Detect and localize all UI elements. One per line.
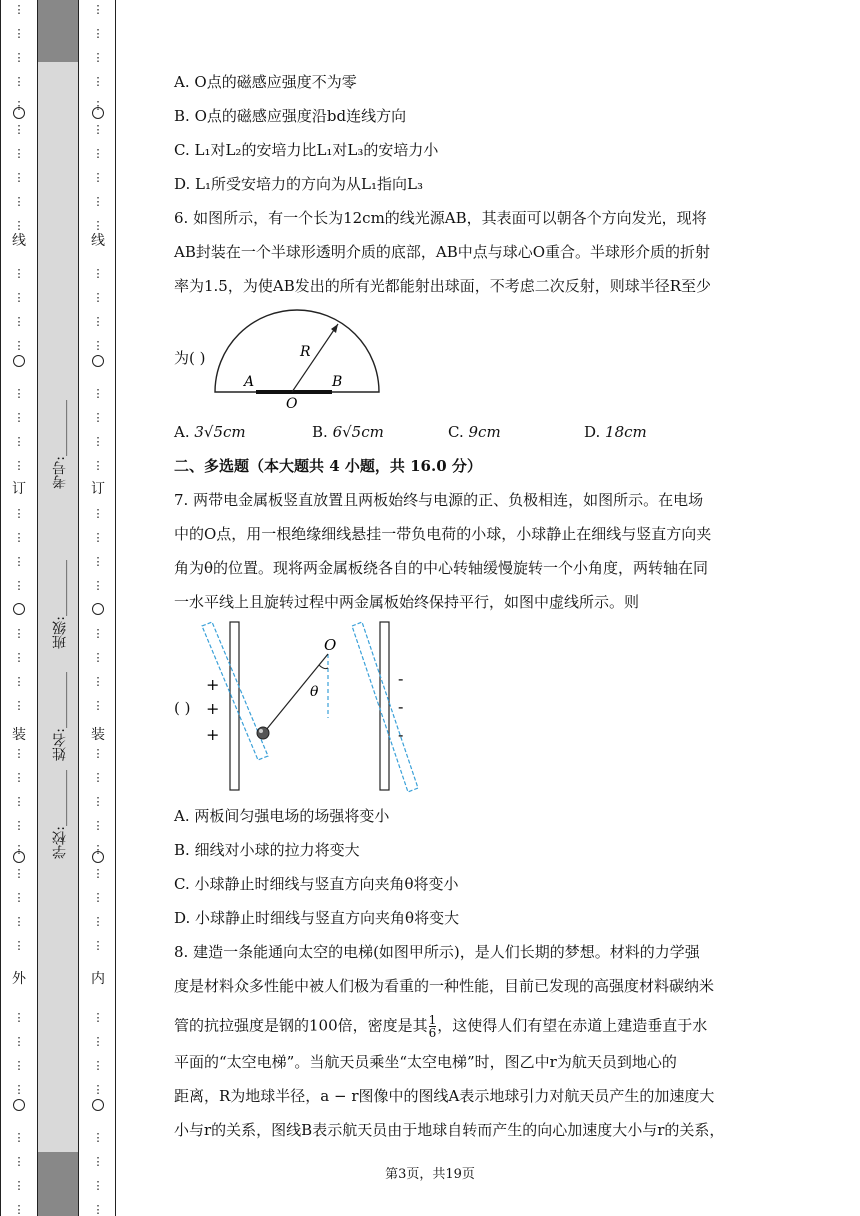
q5-option-b: B. O点的磁感应强度沿bd连线方向 <box>174 107 407 125</box>
cut-dot: ⋮ <box>92 195 104 208</box>
cut-dot: ⋮ <box>13 915 25 928</box>
figure-label-b: B <box>332 374 343 390</box>
outer-mark-zhuang: 装 <box>12 727 26 743</box>
cut-dot: ⋮ <box>13 675 25 688</box>
cut-dot: ⋮ <box>92 771 104 784</box>
cut-dot: ⋮ <box>92 579 104 592</box>
cut-dot: ⋮ <box>13 867 25 880</box>
cut-circle <box>92 603 104 615</box>
cut-dot: ⋮ <box>13 1083 25 1096</box>
cut-dot: ⋮ <box>13 315 25 328</box>
cut-dot: ⋮ <box>13 627 25 640</box>
cut-circle <box>92 851 104 863</box>
q6-option-c: C. 9cm <box>448 423 501 441</box>
cut-dot: ⋮ <box>92 795 104 808</box>
q6-stem-line-1: 6. 如图所示，有一个长为12cm的线光源AB，其表面可以朝各个方向发光，现将 <box>174 209 707 227</box>
q7-option-c: C. 小球静止时细线与竖直方向夹角θ将变小 <box>174 875 459 893</box>
cut-dot: ⋮ <box>92 123 104 136</box>
q8-stem-line-5: 距离，R为地球半径，a − r图像中的图线A表示地球引力对航天员产生的加速度大 <box>174 1087 715 1105</box>
cut-dot: ⋮ <box>13 411 25 424</box>
fraction-one-sixth: $\frac{1}{6}$ <box>428 1013 437 1040</box>
cut-dot: ⋮ <box>13 651 25 664</box>
outer-mark-line: 线 <box>12 233 26 249</box>
cut-dot: ⋮ <box>13 939 25 952</box>
q8-stem-line-2: 度是材料众多性能中被人们极为看重的一种性能，目前已发现的高强度材料碳纳米 <box>174 977 715 995</box>
angle-label-theta: θ <box>310 684 319 700</box>
exam-number-field[interactable]: 考号:________ <box>52 400 68 489</box>
cut-dot: ⋮ <box>92 1203 104 1216</box>
cut-dot: ⋮ <box>13 267 25 280</box>
q5-option-a: A. O点的磁感应强度不为零 <box>174 73 357 91</box>
cut-dot: ⋮ <box>13 1131 25 1144</box>
cut-dot: ⋮ <box>13 555 25 568</box>
cut-dot: ⋮ <box>92 1179 104 1192</box>
cut-dot: ⋮ <box>13 459 25 472</box>
minus-sign-1: - <box>398 669 404 688</box>
cut-dot: ⋮ <box>13 1059 25 1072</box>
section-heading-multiple-choice: 二、多选题（本大题共 4 小题，共 16.0 分） <box>174 457 482 475</box>
q6-option-a: A. 3√5cm <box>174 423 246 441</box>
school-field[interactable]: 学校:________ <box>52 770 68 859</box>
cut-dot: ⋮ <box>13 75 25 88</box>
cut-dot: ⋮ <box>13 51 25 64</box>
page-footer: 第3页，共19页 <box>385 1167 475 1182</box>
inner-mark-line: 线 <box>91 233 105 249</box>
cut-dot: ⋮ <box>13 219 25 232</box>
q5-option-c: C. L₁对L₂的安培力比L₁对L₃的安培力小 <box>174 141 439 159</box>
q7-stem-line-1: 7. 两带电金属板竖直放置且两板始终与电源的正、负极相连，如图所示。在电场 <box>174 491 704 509</box>
class-field[interactable]: 班级:________ <box>52 560 68 649</box>
plus-sign-3: + <box>206 725 220 744</box>
cut-dot: ⋮ <box>92 507 104 520</box>
cut-dot: ⋮ <box>13 27 25 40</box>
cut-circle <box>13 1099 25 1111</box>
cut-dot: ⋮ <box>92 3 104 16</box>
inner-mark-nei: 内 <box>91 971 105 987</box>
q6-stem-line-3: 率为1.5，为使AB发出的所有光都能射出球面，不考虑二次反射，则球半径R至少 <box>174 277 712 295</box>
cut-dot: ⋮ <box>92 1059 104 1072</box>
cut-dot: ⋮ <box>13 1203 25 1216</box>
cut-dot: ⋮ <box>13 771 25 784</box>
cut-circle <box>13 355 25 367</box>
cut-dot: ⋮ <box>92 171 104 184</box>
strip-top-block <box>38 0 78 62</box>
cut-dot: ⋮ <box>92 531 104 544</box>
strip-bottom-block <box>38 1152 78 1216</box>
q5-option-d: D. L₁所受安培力的方向为从L₁指向L₃ <box>174 175 423 193</box>
q8-stem-line-4: 平面的“太空电梯”。当航天员乘坐“太空电梯”时，图乙中r为航天员到地心的 <box>174 1053 677 1071</box>
q7-stem-line-4: 一水平线上且旋转过程中两金属板始终保持平行，如图中虚线所示。则 <box>174 593 640 611</box>
cut-dot: ⋮ <box>92 75 104 88</box>
cut-dot: ⋮ <box>92 627 104 640</box>
cut-dot: ⋮ <box>13 843 25 856</box>
cut-dot: ⋮ <box>13 435 25 448</box>
cut-circle <box>92 1099 104 1111</box>
q7-option-d: D. 小球静止时细线与竖直方向夹角θ将变大 <box>174 909 460 927</box>
cut-dot: ⋮ <box>13 3 25 16</box>
name-field[interactable]: 姓名:________ <box>52 672 68 761</box>
cut-dot: ⋮ <box>92 315 104 328</box>
cut-circle <box>13 603 25 615</box>
cut-dot: ⋮ <box>92 843 104 856</box>
cut-dot: ⋮ <box>13 579 25 592</box>
cut-dot: ⋮ <box>92 1035 104 1048</box>
cut-dot: ⋮ <box>13 171 25 184</box>
cut-dot: ⋮ <box>13 339 25 352</box>
figure-label-r: R <box>300 344 311 360</box>
cut-dot: ⋮ <box>92 555 104 568</box>
cut-dot: ⋮ <box>92 411 104 424</box>
cut-dot: ⋮ <box>92 1083 104 1096</box>
q8-stem-line-1: 8. 建造一条能通向太空的电梯(如图甲所示)，是人们长期的梦想。材料的力学强 <box>174 943 700 961</box>
cut-dot: ⋮ <box>13 1179 25 1192</box>
q6-option-d: D. 18cm <box>584 423 647 441</box>
cut-dot: ⋮ <box>92 891 104 904</box>
q7-stem-line-2: 中的O点，用一根绝缘细线悬挂一带负电荷的小球，小球静止在细线与竖直方向夹 <box>174 525 712 543</box>
cut-dot: ⋮ <box>13 1011 25 1024</box>
cut-dot: ⋮ <box>92 915 104 928</box>
pivot-label-o: O <box>324 636 337 654</box>
cut-dot: ⋮ <box>13 507 25 520</box>
q6-stem-line-2: AB封装在一个半球形透明介质的底部，AB中点与球心O重合。半球形介质的折射 <box>174 243 711 261</box>
cut-dot: ⋮ <box>92 699 104 712</box>
cut-dot: ⋮ <box>92 51 104 64</box>
outer-mark-wai: 外 <box>12 971 26 987</box>
cut-dot: ⋮ <box>92 291 104 304</box>
cut-dot: ⋮ <box>13 1035 25 1048</box>
cut-dot: ⋮ <box>92 675 104 688</box>
figure-label-a: A <box>244 374 255 390</box>
cut-circle <box>13 107 25 119</box>
figure-label-o: O <box>286 396 298 410</box>
cut-dot: ⋮ <box>13 99 25 112</box>
q8-stem-line-3: 管的抗拉强度是钢的100倍，密度是其 $\frac{1}{6}$ ，这使得人们有望在赤道上建造垂直于水 <box>174 1013 708 1040</box>
cut-dot: ⋮ <box>92 435 104 448</box>
cut-dot: ⋮ <box>13 531 25 544</box>
cut-dot: ⋮ <box>92 939 104 952</box>
outer-mark-ding: 订 <box>12 481 26 497</box>
cut-dot: ⋮ <box>92 1155 104 1168</box>
cut-dot: ⋮ <box>13 795 25 808</box>
minus-sign-2: - <box>398 697 404 716</box>
cut-circle <box>92 107 104 119</box>
cut-circle <box>13 851 25 863</box>
cut-circle <box>92 355 104 367</box>
cut-dot: ⋮ <box>92 147 104 160</box>
inner-mark-ding: 订 <box>91 481 105 497</box>
cut-dot: ⋮ <box>92 459 104 472</box>
cut-dot: ⋮ <box>92 339 104 352</box>
cut-dot: ⋮ <box>13 291 25 304</box>
cut-dot: ⋮ <box>92 819 104 832</box>
q7-stem-line-3: 角为θ的位置。现将两金属板绕各自的中心转轴缓慢旋转一个小角度，两转轴在同 <box>174 559 709 577</box>
plus-sign-1: + <box>206 675 220 694</box>
cut-dot: ⋮ <box>13 195 25 208</box>
cut-dot: ⋮ <box>92 867 104 880</box>
q7-option-b: B. 细线对小球的拉力将变大 <box>174 841 360 859</box>
q7-stem-tail: ( ) <box>174 699 191 717</box>
cut-dot: ⋮ <box>92 387 104 400</box>
q8-stem-line-6: 小与r的关系，图线B表示航天员由于地球自转而产生的向心加速度大小与r的关系， <box>174 1121 725 1139</box>
cut-dot: ⋮ <box>13 1155 25 1168</box>
cut-dot: ⋮ <box>92 651 104 664</box>
charged-plates-figure <box>196 618 426 796</box>
plus-sign-2: + <box>206 699 220 718</box>
q6-stem-tail: 为( ) <box>174 349 206 367</box>
cut-dot: ⋮ <box>13 747 25 760</box>
cut-dot: ⋮ <box>92 1011 104 1024</box>
q7-option-a: A. 两板间匀强电场的场强将变小 <box>174 807 390 825</box>
cut-dot: ⋮ <box>13 123 25 136</box>
inner-mark-zhuang: 装 <box>91 727 105 743</box>
cut-dot: ⋮ <box>13 819 25 832</box>
cut-dot: ⋮ <box>92 99 104 112</box>
q6-option-b: B. 6√5cm <box>312 423 384 441</box>
hemisphere-figure <box>210 304 385 410</box>
cut-dot: ⋮ <box>92 1131 104 1144</box>
minus-sign-3: - <box>398 725 404 744</box>
cut-dot: ⋮ <box>92 747 104 760</box>
cut-dot: ⋮ <box>92 267 104 280</box>
cut-dot: ⋮ <box>13 699 25 712</box>
cut-dot: ⋮ <box>13 387 25 400</box>
cut-dot: ⋮ <box>13 147 25 160</box>
cut-dot: ⋮ <box>13 891 25 904</box>
cut-dot: ⋮ <box>92 219 104 232</box>
cut-dot: ⋮ <box>92 27 104 40</box>
